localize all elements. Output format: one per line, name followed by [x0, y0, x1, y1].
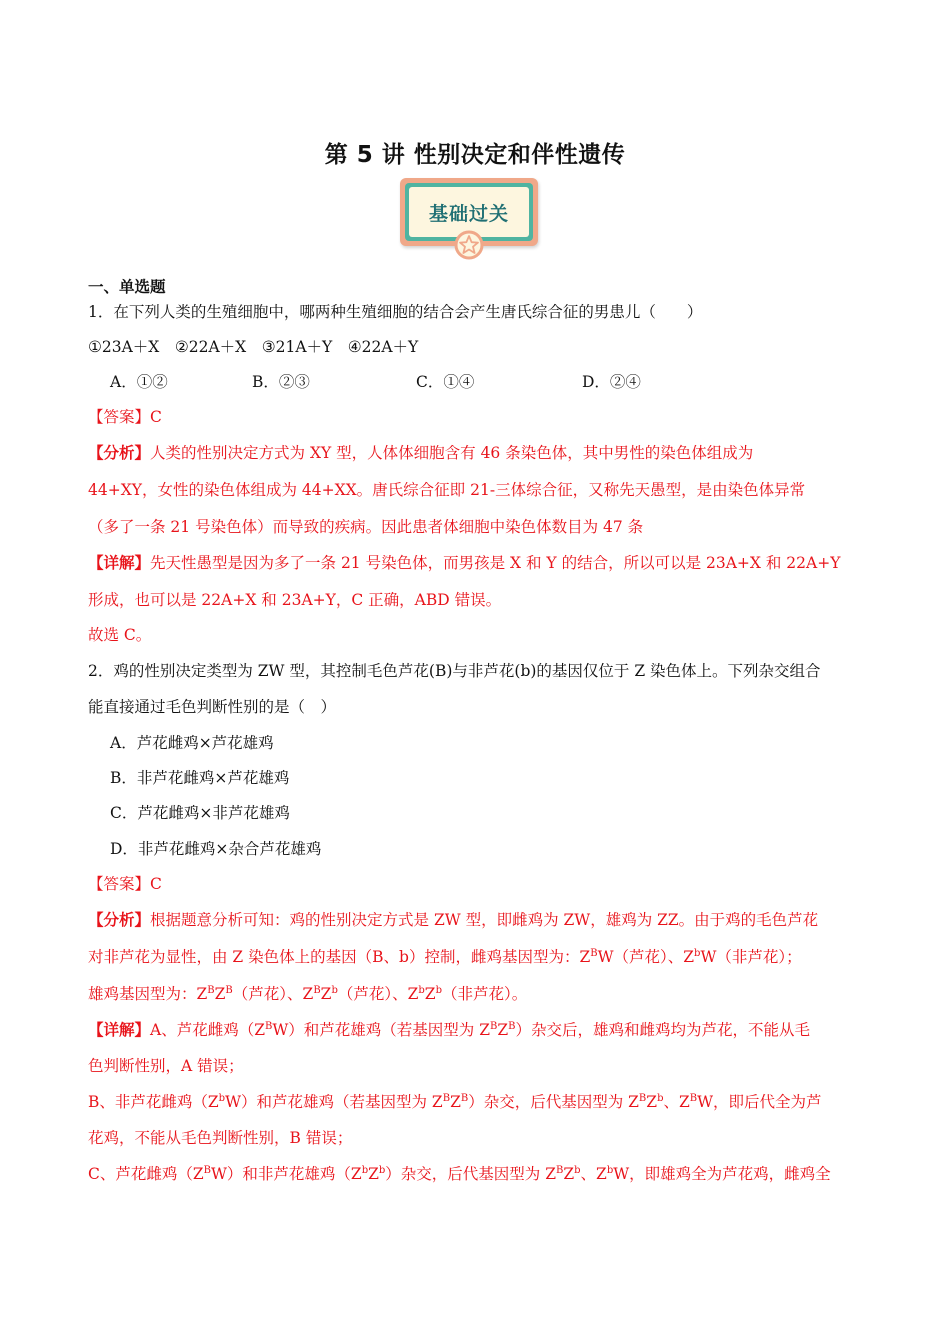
star-icon — [454, 230, 484, 260]
q2-analysis-line-2: 对非芦花为显性，由 Z 染色体上的基因（B、b）控制，雌鸡基因型为：$Z^BW$（芦花）、$Z^bW$（非芦花）； — [88, 948, 802, 966]
q1-analysis-line-1: 【分析】人类的性别决定方式为 XY 型，人体体细胞含有 46 条染色体，其中男性的染色体组成为 — [88, 443, 754, 462]
q2-detail-line-2: 色判断性别，A 错误； — [88, 1057, 244, 1075]
section-badge — [400, 178, 540, 260]
q2-answer: 【答案】C — [88, 875, 162, 893]
q1-analysis-line-3: （多了一条 21 号染色体）而导致的疾病。因此患者体细胞中染色体数目为 47 条 — [88, 518, 644, 536]
q1-stem: 1．在下列人类的生殖细胞中，哪两种生殖细胞的结合会产生唐氏综合征的男患儿（ ） — [88, 303, 703, 321]
q2-option-c: C．芦花雌鸡×非芦花雄鸡 — [110, 804, 290, 822]
q1-option-c: C．①④ — [416, 373, 475, 391]
q1-option-b: B．②③ — [252, 373, 310, 391]
q1-option-d: D．②④ — [582, 373, 641, 391]
q1-answer: 【答案】C — [88, 408, 162, 426]
q2-detail-line-5: C、芦花雌鸡$(Z^BW)$和非芦花雄鸡$(Z^bZ^b)$杂交，后代基因型为 $Z^BZ^b$、$Z^bW$，即雄鸡全为芦花鸡，雌鸡全 — [88, 1165, 831, 1183]
page-title: 第 5 讲 性别决定和伴性遗传 — [324, 142, 626, 168]
q2-option-b: B．非芦花雌鸡×芦花雄鸡 — [110, 769, 290, 787]
q1-analysis-line-2: 44+XY，女性的染色体组成为 44+XX。唐氏综合征即 21-三体综合征，又称先天愚型，是由染色体异常 — [88, 481, 806, 499]
q1-option-a: A．①② — [110, 373, 168, 391]
q2-option-d: D．非芦花雌鸡×杂合芦花雄鸡 — [110, 840, 322, 858]
q2-detail-line-3: B、非芦花雌鸡$(Z^bW)$和芦花雄鸡（若基因型为 $Z^BZ^B$）杂交，后代基因型为 $Z^BZ^b$、$Z^BW$，即后代全为芦 — [88, 1093, 822, 1111]
q2-analysis-line-1: 【分析】根据题意分析可知：鸡的性别决定方式是 ZW 型，即雌鸡为 ZW，雄鸡为 ZZ。由于鸡的毛色芦花 — [88, 910, 819, 929]
q1-conclusion: 故选 C。 — [88, 626, 152, 644]
q1-detail-line-1: 【详解】先天性愚型是因为多了一条 21 号染色体，而男孩是 X 和 Y 的结合，所以可以是 23A+X 和 22A+Y — [88, 553, 841, 572]
q2-stem-line-1: 2．鸡的性别决定类型为 ZW 型，其控制毛色芦花(B)与非芦花(b)的基因仅位于 Z 染色体上。下列杂交组合 — [88, 662, 821, 680]
badge-label: 基础过关 — [409, 187, 529, 237]
q1-items: ①23A＋X ②22A＋X ③21A＋Y ④22A＋Y — [88, 338, 419, 356]
q2-analysis-line-3: 雄鸡基因型为：$Z^BZ^B$（芦花）、$Z^BZ^b$（芦花）、$Z^bZ^b$（非芦花）。 — [88, 985, 528, 1003]
section-heading: 一、单选题 — [88, 277, 166, 296]
q2-option-a: A．芦花雌鸡×芦花雄鸡 — [110, 734, 274, 752]
q2-detail-line-4: 花鸡，不能从毛色判断性别，B 错误； — [88, 1129, 353, 1147]
q2-stem-line-2: 能直接通过毛色判断性别的是（ ） — [88, 698, 337, 716]
q1-detail-line-2: 形成，也可以是 22A+X 和 23A+Y，C 正确，ABD 错误。 — [88, 591, 502, 609]
q2-detail-line-1: 【详解】A、芦花雌鸡$(Z^BW)$和芦花雄鸡（若基因型为 $Z^BZ^B$）杂交后，雄鸡和雌鸡均为芦花，不能从毛 — [88, 1020, 810, 1039]
